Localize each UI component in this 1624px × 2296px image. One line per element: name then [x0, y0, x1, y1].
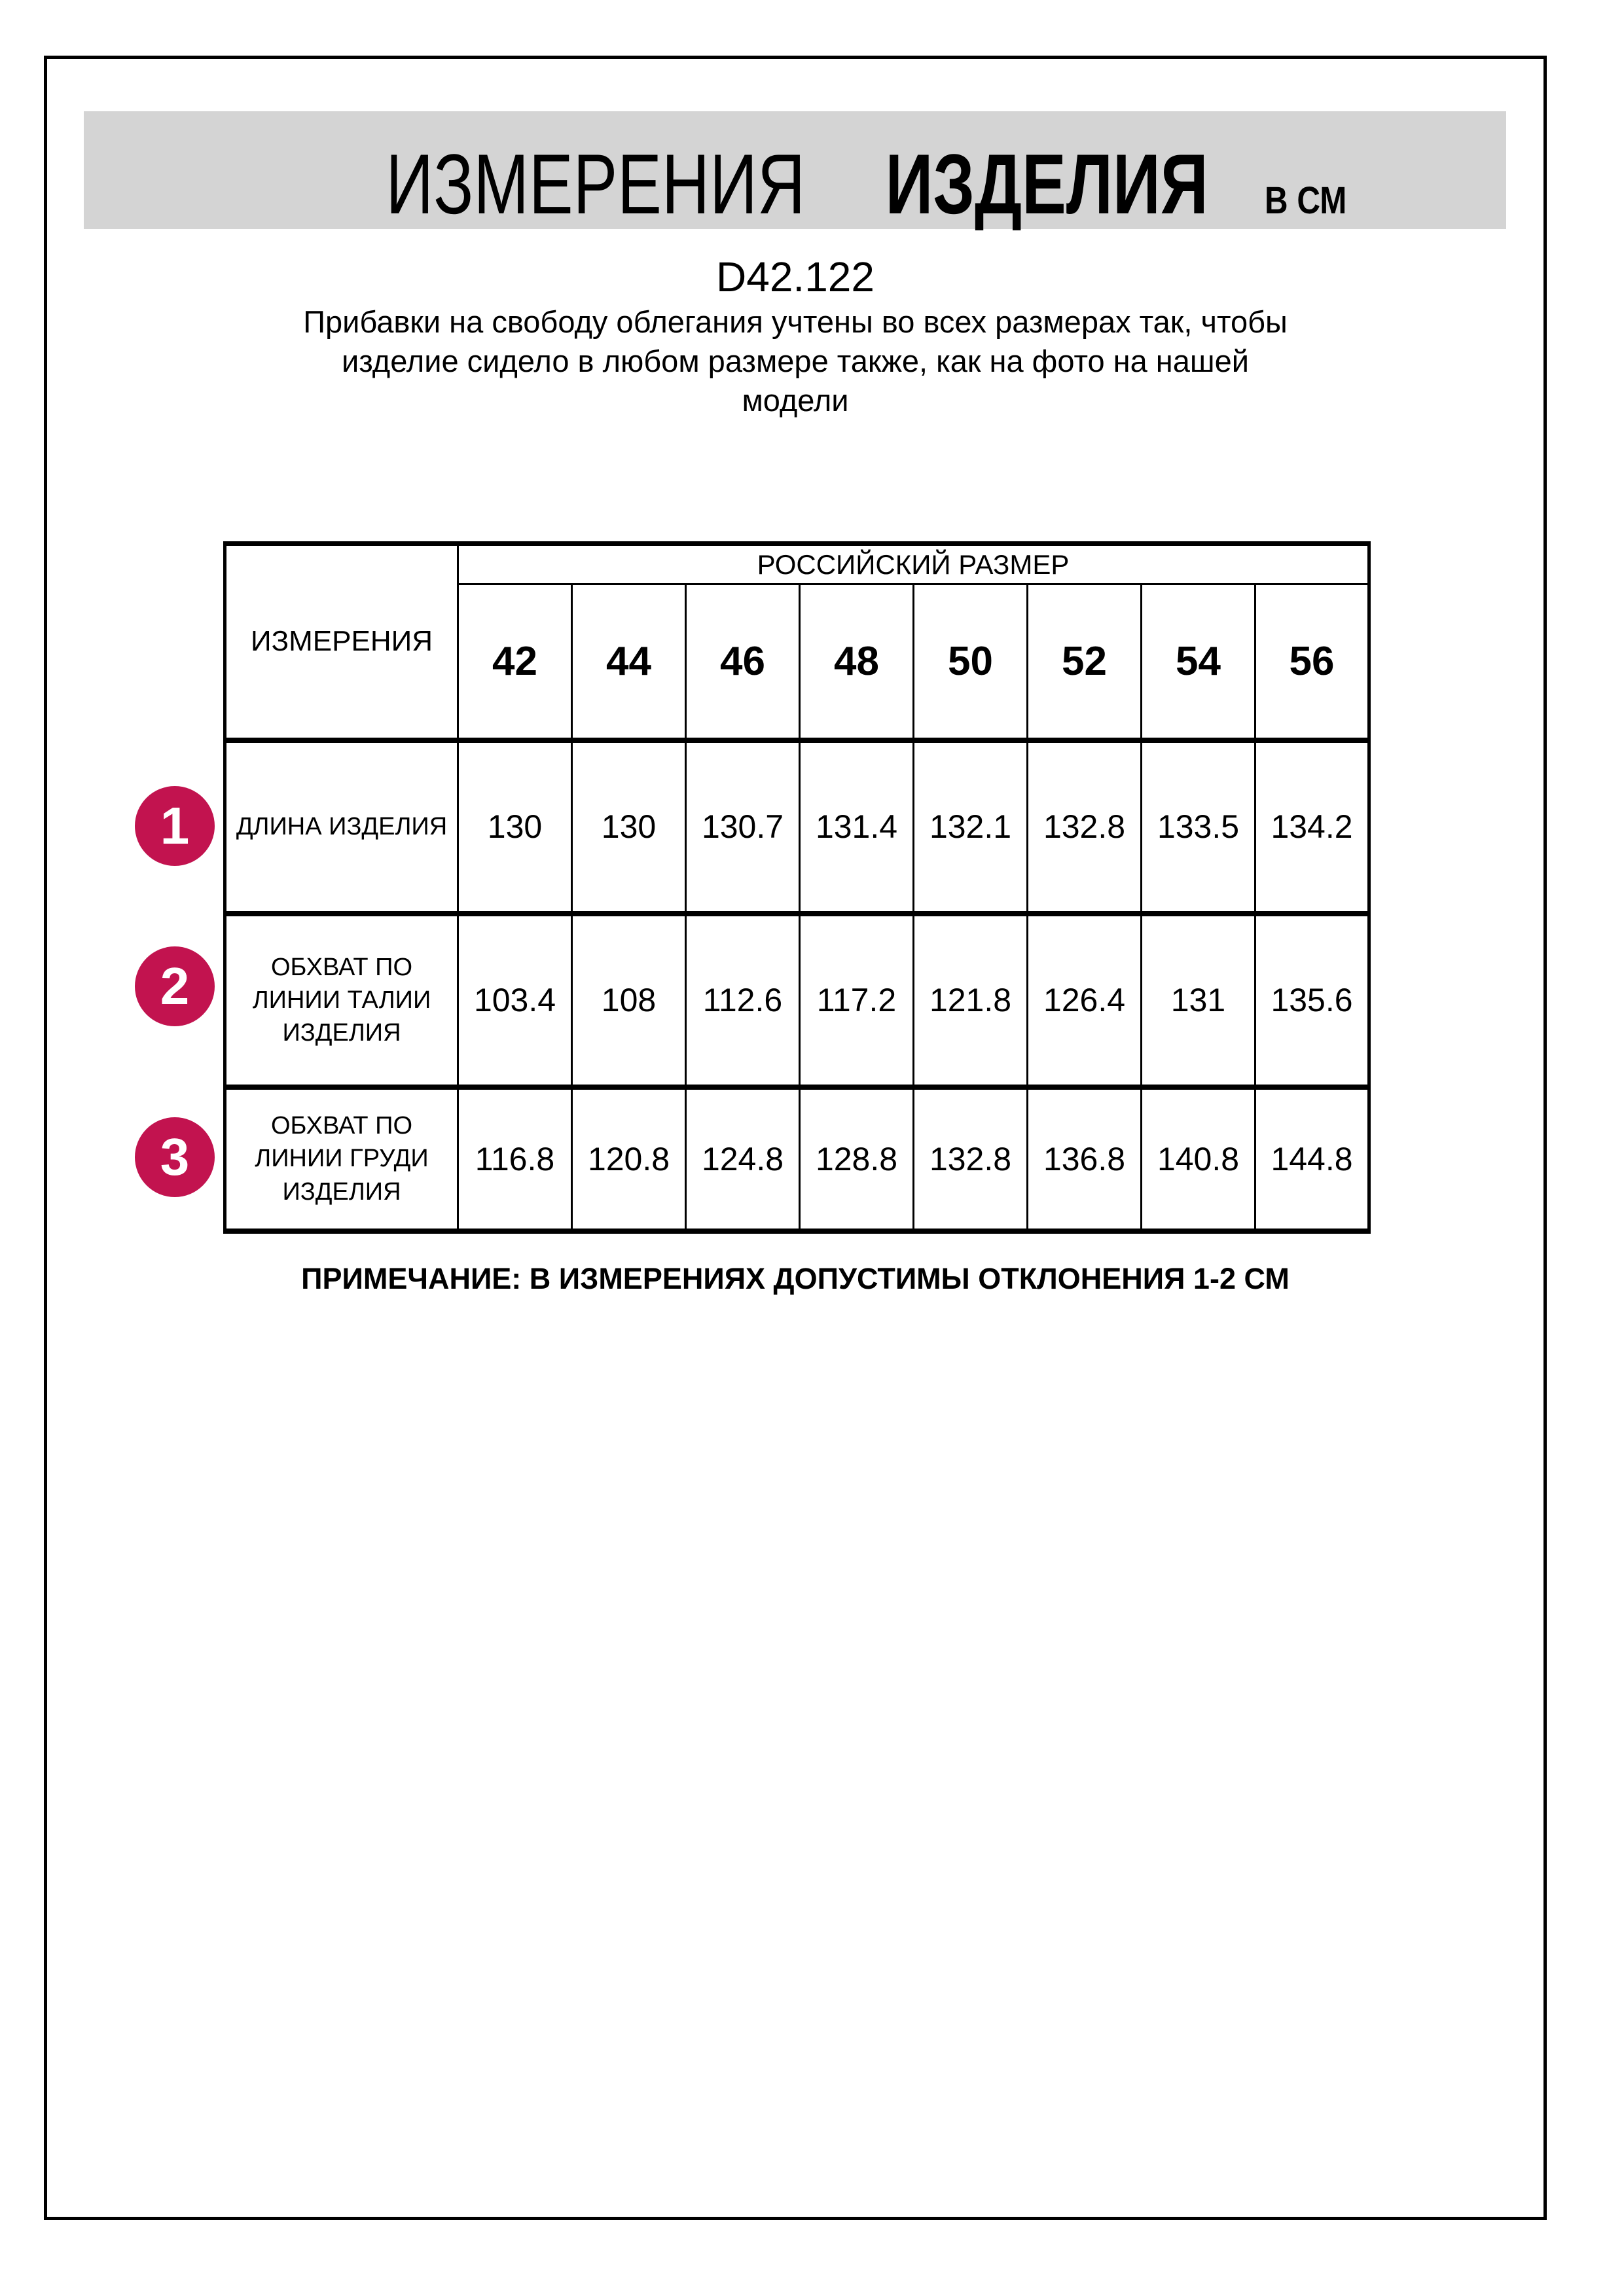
- value-cell: [1142, 914, 1255, 1087]
- value-cell: [914, 740, 1028, 914]
- value-cell: [914, 914, 1028, 1087]
- value: 120.8: [587, 1140, 670, 1177]
- value-cell: [800, 740, 914, 914]
- value: 108: [601, 982, 657, 1018]
- size-group-header-cell: [458, 544, 1369, 584]
- size-header-cell: [458, 584, 572, 740]
- row-marker-3-number: 3: [160, 1128, 190, 1186]
- value-cell: [800, 914, 914, 1087]
- title-units: В СМ: [1264, 179, 1347, 222]
- size-header-cell: [572, 584, 686, 740]
- size-header-cell: [800, 584, 914, 740]
- value-cell: [458, 740, 572, 914]
- size-header-value: 46: [720, 638, 765, 684]
- table-row-chest: [225, 1087, 1369, 1231]
- size-header-value: 56: [1289, 638, 1335, 684]
- value-cell: [572, 740, 686, 914]
- title-measurements: ИЗМЕРЕНИЯ: [386, 136, 806, 232]
- table-row-length: [225, 740, 1369, 914]
- row-marker-1: [135, 786, 215, 866]
- size-header-value: 44: [606, 638, 651, 684]
- size-header-cell: [686, 584, 800, 740]
- measurements-table: [223, 541, 1371, 1234]
- size-header-value: 52: [1062, 638, 1107, 684]
- value: 124.8: [701, 1140, 784, 1177]
- value-cell: [1028, 740, 1142, 914]
- value-cell: [1028, 914, 1142, 1087]
- value-cell: [1255, 740, 1369, 914]
- value-cell: [686, 740, 800, 914]
- value-cell: [914, 1087, 1028, 1231]
- row-label-cell: [225, 740, 458, 914]
- value: 132.8: [929, 1140, 1012, 1177]
- row-label-cell: [225, 1087, 458, 1231]
- title-product: ИЗДЕЛИЯ: [885, 136, 1209, 232]
- size-header-value: 50: [948, 638, 993, 684]
- title-bar: [84, 111, 1506, 232]
- value: 134.2: [1271, 808, 1353, 845]
- value: 132.8: [1043, 808, 1126, 845]
- model-code: D42.122: [716, 253, 875, 300]
- value: 132.1: [929, 808, 1012, 845]
- value-cell: [1142, 1087, 1255, 1231]
- value-cell: [572, 914, 686, 1087]
- row-marker-2-number: 2: [160, 957, 190, 1015]
- corner-header-cell: [225, 544, 458, 740]
- row-label: ДЛИНА ИЗДЕЛИЯ: [236, 812, 448, 840]
- value: 140.8: [1157, 1140, 1240, 1177]
- table-row-waist: [225, 914, 1369, 1087]
- corner-header-label: ИЗМЕРЕНИЯ: [250, 625, 433, 658]
- value-cell: [1255, 1087, 1369, 1231]
- value-cell: [458, 1087, 572, 1231]
- value: 112.6: [702, 982, 783, 1018]
- value: 136.8: [1043, 1140, 1126, 1177]
- row-label-cell: [225, 914, 458, 1087]
- value: 130: [487, 808, 543, 845]
- value-cell: [572, 1087, 686, 1231]
- size-header-value: 48: [834, 638, 879, 684]
- value: 117.2: [816, 982, 897, 1018]
- row-marker-2: [135, 946, 215, 1026]
- size-group-header-label: РОССИЙСКИЙ РАЗМЕР: [757, 548, 1070, 580]
- value-cell: [1255, 914, 1369, 1087]
- value: 121.8: [929, 982, 1012, 1018]
- table-row-group-header: [225, 544, 1369, 584]
- value: 131: [1170, 982, 1226, 1018]
- value: 130: [601, 808, 657, 845]
- value: 103.4: [473, 982, 556, 1018]
- value: 133.5: [1157, 808, 1240, 845]
- value-cell: [800, 1087, 914, 1231]
- size-header-cell: [914, 584, 1028, 740]
- row-marker-3: [135, 1117, 215, 1197]
- value: 126.4: [1043, 982, 1126, 1018]
- value: 135.6: [1271, 982, 1353, 1018]
- value-cell: [686, 1087, 800, 1231]
- value: 116.8: [475, 1140, 555, 1177]
- intro-line-1: Прибавки на свободу облегания учтены во всех размерах так, чтобы: [303, 304, 1288, 339]
- intro-line-3: модели: [742, 383, 849, 418]
- note-text: ПРИМЕЧАНИЕ: В ИЗМЕРЕНИЯХ ДОПУСТИМЫ ОТКЛОНЕНИЯ 1-2 СМ: [301, 1262, 1290, 1295]
- intro-line-2: изделие сидело в любом размере также, как на фото на нашей: [342, 344, 1249, 378]
- value: 144.8: [1271, 1140, 1353, 1177]
- value-cell: [458, 914, 572, 1087]
- size-header-value: 54: [1176, 638, 1221, 684]
- value: 128.8: [815, 1140, 898, 1177]
- value: 131.4: [815, 808, 898, 845]
- value-cell: [1028, 1087, 1142, 1231]
- value-cell: [686, 914, 800, 1087]
- row-label: ОБХВАТ ПО ЛИНИИ ГРУДИ ИЗДЕЛИЯ: [255, 1112, 429, 1206]
- size-header-cell: [1255, 584, 1369, 740]
- size-header-cell: [1028, 584, 1142, 740]
- size-header-cell: [1142, 584, 1255, 740]
- size-header-value: 42: [492, 638, 537, 684]
- row-label: ОБХВАТ ПО ЛИНИИ ТАЛИИ ИЗДЕЛИЯ: [252, 953, 431, 1047]
- intro-paragraph: [44, 302, 1547, 420]
- value-cell: [1142, 740, 1255, 914]
- row-marker-1-number: 1: [160, 797, 190, 855]
- value: 130.7: [701, 808, 784, 845]
